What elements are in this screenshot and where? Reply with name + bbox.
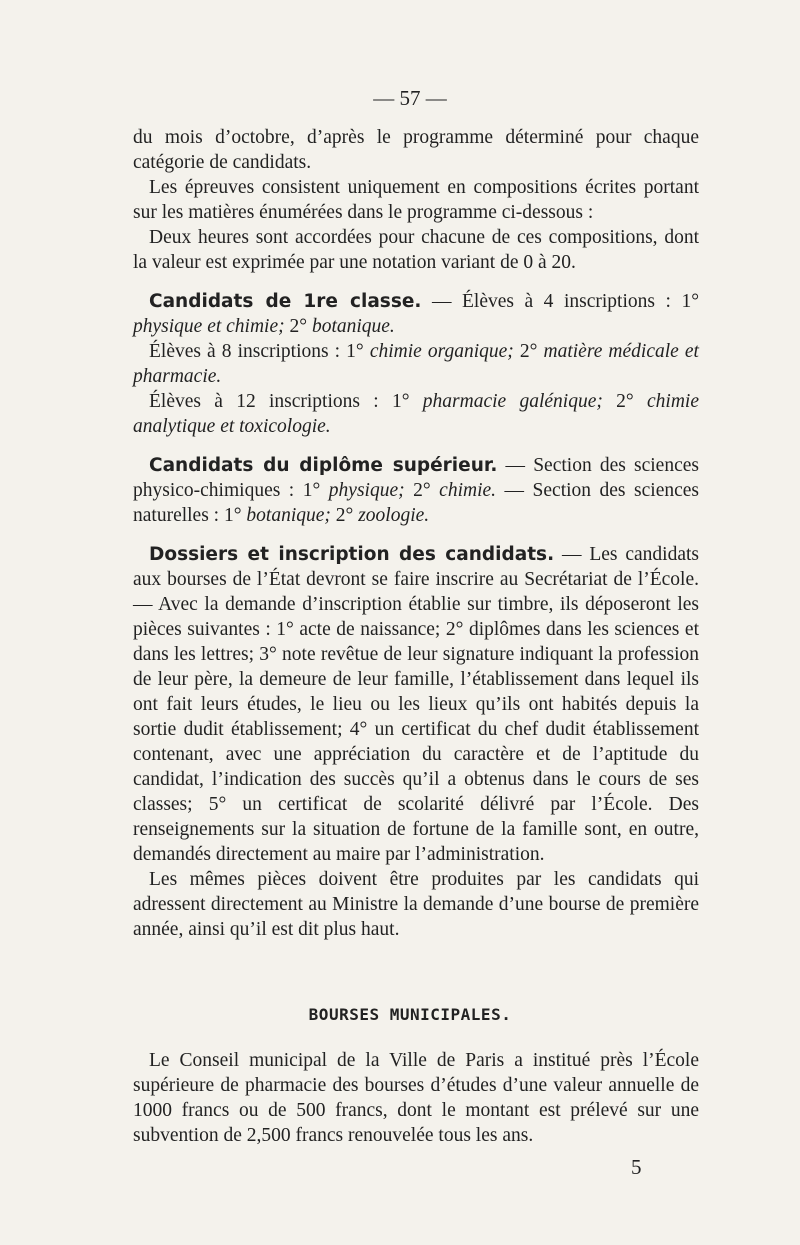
bourses-paragraph: Le Conseil municipal de la Ville de Paris a institué près l’École supérieure de pharmacie des bourses d’études d’une valeur annuelle de 1000 francs ou de 500 francs, dont le montant est prélevé sur une subvention de 2,500 francs renouvelée tous les ans. [133, 1050, 699, 1146]
class1-line8: Élèves à 8 inscriptions : 1° chimie organique; 2° matière médicale et pharmacie. [133, 341, 699, 387]
paragraph: du mois d’octobre, d’après le programme déterminé pour chaque catégorie de candidats. [133, 127, 699, 173]
section-heading: Dossiers et inscription des candidats. [149, 544, 555, 565]
page-number: — 57 — [373, 86, 447, 110]
section-heading: Candidats du diplôme supérieur. [149, 455, 498, 476]
dossiers-paragraph: Dossiers et inscription des candidats. — Les candidats aux bourses de l’État devront se faire inscrire au Secrétariat de l’École. — Avec la demande d’inscription établie sur timbre, ils déposeront les pièces suivantes : 1° acte de naissance; 2° diplômes dans les sciences et dans les lettres; 3° note revêtue de leur signature indiquant la profession de leur père, la demeure de leur famille, l’établissement dans lequel ils ont fait leurs études, le lieu ou les lieux qu’ils ont habités depuis la sortie dudit établissement; 4° un certificat du chef dudit établissement contenant, avec une appréciation du caractère et de l’aptitude du candidat, l’indication des succès qu’il a obtenus dans le cours de ses classes; 5° un certificat de scolarité délivré par l’École. Des renseignements sur la situation de fortune de la famille sont, en outre, demandés directement au maire par l’administration. [133, 544, 699, 865]
paragraph: Deux heures sont accordées pour chacune de ces compositions, dont la valeur est exprimée par une notation variant de 0 à 20. [133, 227, 699, 273]
section-heading: Candidats de 1re classe. [149, 291, 422, 312]
class1-line12: Élèves à 12 inscriptions : 1° pharmacie galénique; 2° chimie analytique et toxicologie. [133, 391, 699, 437]
signature-mark: 5 [631, 1155, 642, 1179]
section-title: BOURSES MUNICIPALES. [308, 1005, 512, 1024]
main-text [133, 125, 699, 942]
diplome-paragraph: Candidats du diplôme supérieur. — Section des sciences physico-chimiques : 1° physique; 2° chimie. — Section des sciences naturelles : 1° botanique; 2° zoologie. [133, 455, 699, 526]
paragraph: Les mêmes pièces doivent être produites par les candidats qui adressent directement au Ministre la demande d’une bourse de première année, ainsi qu’il est dit plus haut. [133, 869, 699, 940]
class1-paragraph: Candidats de 1re classe. — Élèves à 4 inscriptions : 1° physique et chimie; 2° botanique. [133, 291, 699, 337]
paragraph: Les épreuves consistent uniquement en compositions écrites portant sur les matières énumérées dans le programme ci-dessous : [133, 177, 699, 223]
